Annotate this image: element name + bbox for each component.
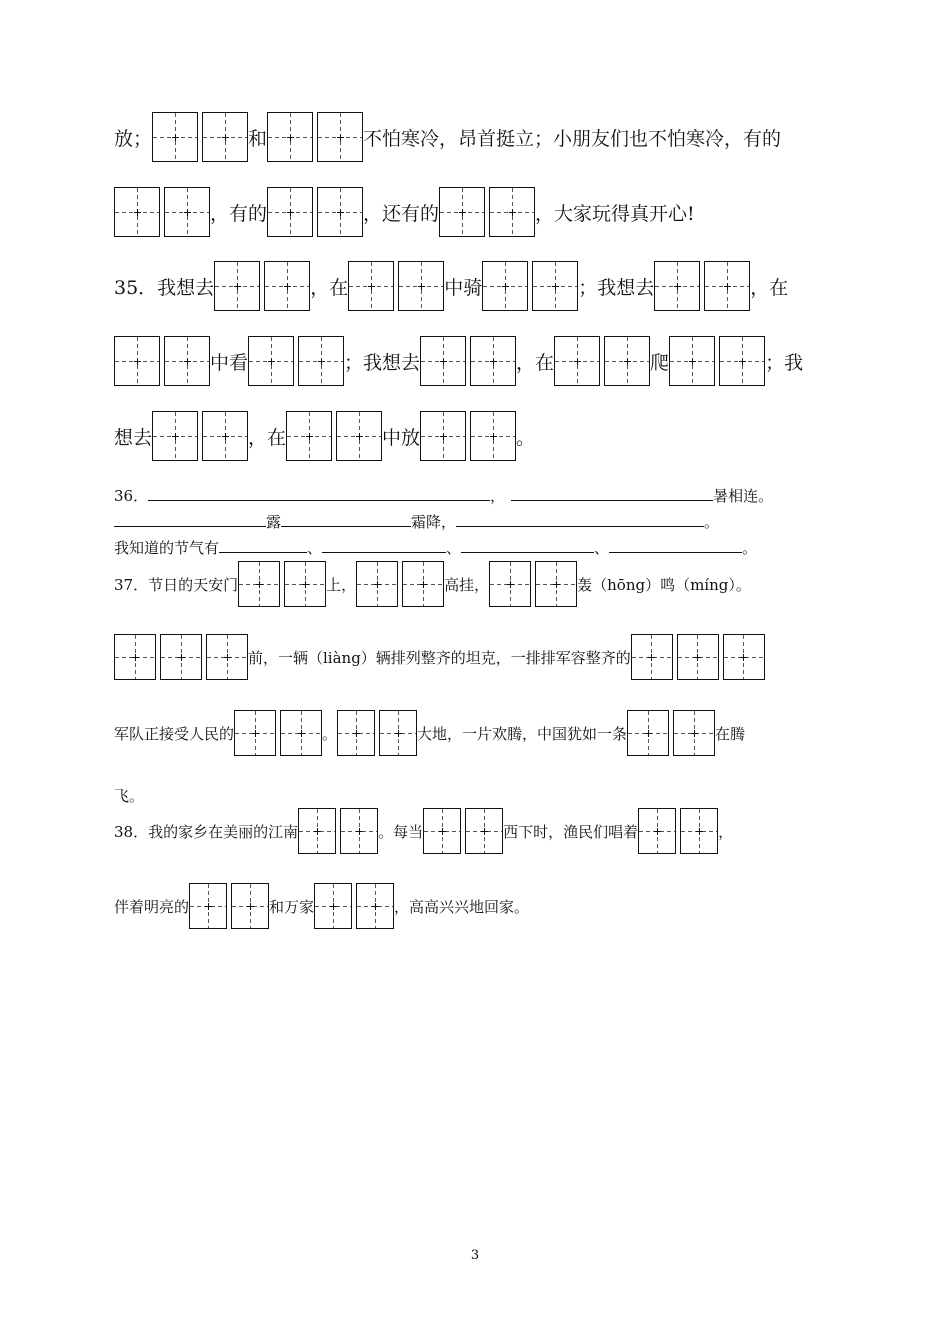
text: 和 [248,127,268,150]
q37-line-4 [114,785,144,806]
writing-box[interactable] [470,336,516,386]
text: ， [718,822,734,841]
text: ，还有的 [363,202,440,225]
writing-box[interactable] [482,261,528,311]
text: 在腾 [715,724,746,743]
writing-box[interactable] [379,710,417,756]
writing-box[interactable] [189,883,227,929]
writing-box[interactable] [420,411,466,461]
text: 暑相连。 [713,487,774,505]
text: ，有的 [210,202,268,225]
writing-box[interactable] [402,561,444,607]
text: ；我 [765,351,804,374]
page-number: 3 [470,1248,480,1263]
text: 中骑 [444,276,483,299]
text: 。 [742,539,758,557]
writing-box[interactable] [214,261,260,311]
writing-box[interactable] [631,634,673,680]
text: 。 [516,426,536,449]
text: 中看 [210,351,249,374]
q35-line-1 [114,261,788,311]
q38-line-1 [114,808,733,854]
text: ，高高兴兴地回家。 [394,897,530,916]
text: ，在 [516,351,555,374]
text: ，在 [248,426,287,449]
text: 军队正接受人民的 [114,724,235,743]
text: ，在 [310,276,349,299]
text: 。每当 [378,822,424,841]
text: 不怕寒冷，昂首挺立；小朋友们也不怕寒冷，有的 [363,127,782,150]
text: 。 [704,513,720,531]
writing-box[interactable] [114,187,160,237]
writing-box[interactable] [152,112,198,162]
writing-box[interactable] [356,883,394,929]
text: ；我想去 [578,276,655,299]
text: 前，一辆（liàng）辆排列整齐的坦克，一排排军容整齐的 [248,648,631,667]
writing-box[interactable] [164,336,210,386]
answer-blank[interactable] [148,485,490,501]
writing-box[interactable] [337,710,375,756]
writing-box[interactable] [317,112,363,162]
writing-box[interactable] [238,561,280,607]
writing-box[interactable] [160,634,202,680]
writing-box[interactable] [420,336,466,386]
text: 伴着明亮的 [114,897,190,916]
text: 西下时，渔民们唱着 [503,822,639,841]
writing-box[interactable] [677,634,719,680]
text: ，大家玩得真开心! [535,202,695,225]
text: 放； [114,127,153,150]
writing-box[interactable] [398,261,444,311]
text: 大地，一片欢腾，中国犹如一条 [417,724,628,743]
question-37-label: 37．节日的天安门 [114,575,239,594]
text: 和万家 [269,897,315,916]
writing-box[interactable] [627,710,669,756]
text: 露 [266,513,282,531]
answer-blank[interactable] [461,537,594,553]
writing-box[interactable] [164,187,210,237]
writing-box[interactable] [489,561,531,607]
answer-blank[interactable] [609,537,742,553]
writing-box[interactable] [704,261,750,311]
writing-box[interactable] [489,187,535,237]
question-38-label: 38．我的家乡在美丽的江南 [114,822,299,841]
separator: 、 [446,539,462,557]
writing-box[interactable] [604,336,650,386]
q36-line-1 [114,485,773,506]
q38-line-2 [114,883,529,929]
answer-blank[interactable] [281,511,411,527]
text: 想去 [114,426,153,449]
writing-box[interactable] [267,112,313,162]
writing-box[interactable] [234,710,276,756]
writing-box[interactable] [298,336,344,386]
writing-box[interactable] [680,808,718,854]
separator: 、 [594,539,610,557]
writing-box[interactable] [554,336,600,386]
writing-box[interactable] [638,808,676,854]
q35-line-2 [114,336,803,386]
answer-blank[interactable] [322,537,446,553]
text: 霜降， [411,513,457,531]
text: 飞。 [114,787,145,805]
writing-box[interactable] [280,710,322,756]
writing-box[interactable] [465,808,503,854]
writing-box[interactable] [723,634,765,680]
writing-box[interactable] [284,561,326,607]
text: ；我想去 [344,351,421,374]
writing-box[interactable] [206,634,248,680]
writing-box[interactable] [439,187,485,237]
text: ， [490,487,506,505]
q37-line-3 [114,710,745,756]
q34-line-2 [114,187,695,237]
answer-blank[interactable] [219,537,307,553]
answer-blank[interactable] [114,511,266,527]
writing-box[interactable] [470,411,516,461]
writing-box[interactable] [669,336,715,386]
text: 高挂， [444,575,490,594]
writing-box[interactable] [423,808,461,854]
text: 我知道的节气有 [114,539,220,557]
writing-box[interactable] [719,336,765,386]
text: 轰（hōng）鸣（míng）。 [577,575,751,594]
question-35-label: 35．我想去 [114,276,215,299]
q35-line-3 [114,411,535,461]
q37-line-2 [114,634,765,680]
answer-blank[interactable] [456,511,704,527]
text: 中放 [382,426,421,449]
writing-box[interactable] [202,112,248,162]
writing-box[interactable] [340,808,378,854]
q37-line-1 [114,561,751,607]
text: ，在 [750,276,789,299]
writing-box[interactable] [356,561,398,607]
answer-blank[interactable] [511,485,713,501]
writing-box[interactable] [532,261,578,311]
writing-box[interactable] [231,883,269,929]
writing-box[interactable] [152,411,198,461]
text: 爬 [650,351,670,374]
separator: 、 [307,539,323,557]
writing-box[interactable] [114,336,160,386]
q34-line-1 [114,112,781,162]
writing-box[interactable] [298,808,336,854]
writing-box[interactable] [314,883,352,929]
writing-box[interactable] [248,336,294,386]
text: 。 [322,724,338,743]
q36-line-3 [114,537,757,558]
writing-box[interactable] [317,187,363,237]
writing-box[interactable] [202,411,248,461]
writing-box[interactable] [336,411,382,461]
text: 上， [326,575,357,594]
q36-line-2 [114,511,719,532]
writing-box[interactable] [286,411,332,461]
question-36-label: 36． [114,487,149,505]
writing-box[interactable] [267,187,313,237]
writing-box[interactable] [535,561,577,607]
writing-box[interactable] [654,261,700,311]
writing-box[interactable] [348,261,394,311]
writing-box[interactable] [673,710,715,756]
writing-box[interactable] [264,261,310,311]
writing-box[interactable] [114,634,156,680]
